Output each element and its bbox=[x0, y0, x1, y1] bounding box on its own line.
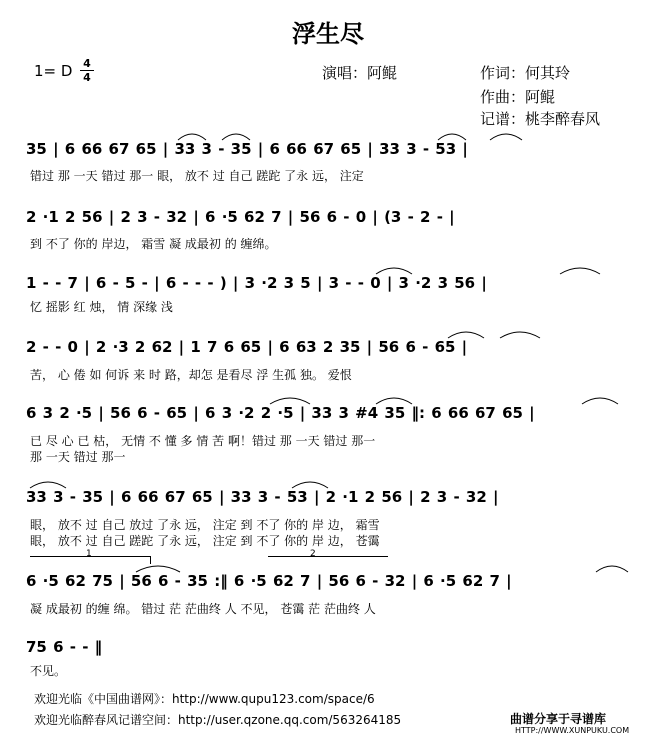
volta-first-number: 1 bbox=[86, 549, 92, 559]
time-signature-bottom: 4 bbox=[83, 71, 91, 84]
slur-mark bbox=[560, 268, 600, 274]
watermark-brand: 曲谱分享于寻谱库 bbox=[510, 712, 607, 726]
footer-line-1: 欢迎光临《中国曲谱网》：http://www.qupu123.com/space/6 bbox=[34, 692, 375, 706]
score-row-5-notes: 6 3 2 ·5 | 56 6 - 65 | 6 3 ·2 2 ·5 | 33 3 #4 35 ‖: 6 66 67 65 | bbox=[26, 404, 535, 422]
score-row-6-lyrics-verse-1: 眼， 放不 过 自己 放过 了永 远， 注定 到 不了 你的 岸 边， 霜雪 bbox=[30, 518, 380, 532]
score-row-5-lyrics-verse-1: 已 尽 心 已 枯， 无情 不 懂 多 情 苦 啊！错过 那 一天 错过 那一 bbox=[30, 434, 376, 448]
song-title: 浮生尽 bbox=[292, 20, 364, 48]
score-row-1-notes: 35 | 6 66 67 65 | 33 3 - 35 | 6 66 67 65 | 33 3 - 53 | bbox=[26, 140, 468, 158]
slur-mark bbox=[448, 332, 484, 338]
slur-mark bbox=[292, 482, 328, 488]
key-signature: 1= D bbox=[34, 62, 73, 80]
slur-mark bbox=[376, 398, 412, 404]
score-row-4-notes: 2 - - 0 | 2 ·3 2 62 | 1 7 6 65 | 6 63 2 35 | 56 6 - 65 | bbox=[26, 338, 468, 356]
slur-mark bbox=[596, 566, 628, 572]
composer-credit: 作曲：阿鲲 bbox=[480, 88, 556, 106]
footer-line-2: 欢迎光临醉春风记谱空间：http://user.qzone.qq.com/563264185 bbox=[34, 713, 402, 727]
score-row-8-lyrics: 不见。 bbox=[30, 664, 67, 678]
slur-mark bbox=[376, 268, 412, 274]
score-row-2-notes: 2 ·1 2 56 | 2 3 - 32 | 6 ·5 62 7 | 56 6 - 0 | (3 - 2 - | bbox=[26, 208, 455, 226]
slur-mark bbox=[270, 398, 310, 404]
score-row-6-notes: 33 3 - 35 | 6 66 67 65 | 33 3 - 53 | 2 ·1 2 56 | 2 3 - 32 | bbox=[26, 488, 499, 506]
slur-mark bbox=[438, 134, 466, 140]
slur-mark bbox=[178, 134, 206, 140]
slur-mark bbox=[222, 134, 250, 140]
lyricist-credit: 作词：何其玲 bbox=[480, 64, 571, 82]
score-row-1-lyrics: 错过 那 一天 错过 那一 眼， 放不 过 自己 蹉跎 了永 远， 注定 bbox=[30, 169, 364, 183]
slur-mark bbox=[30, 482, 66, 488]
score-row-6-lyrics-verse-2: 眼， 放不 过 自己 蹉跎 了永 远， 注定 到 不了 你的 岸 边， 苍霭 bbox=[30, 534, 380, 548]
score-row-8-notes: 75 6 - - ‖ bbox=[26, 638, 103, 656]
score-row-2-lyrics: 到 不了 你的 岸边， 霜雪 凝 成最初 的 缠绵。 bbox=[30, 237, 277, 251]
volta-second-number: 2 bbox=[310, 549, 316, 559]
score-row-3-lyrics: 忆 摇影 红 烛， 情 深缘 浅 bbox=[30, 300, 173, 314]
transcriber-credit: 记谱：桃李醉春风 bbox=[480, 110, 601, 128]
slur-mark bbox=[582, 398, 618, 404]
score-row-4-lyrics: 苦， 心 倦 如 何诉 来 时 路，却怎 是看尽 浮 生孤 独。 爱恨 bbox=[30, 368, 352, 382]
watermark-url: HTTP://WWW.XUNPUKU.COM bbox=[515, 726, 630, 735]
score-row-7-lyrics: 凝 成最初 的缠 绵。 错过 茫 茫曲终 人 不见， 苍霭 茫 茫曲终 人 bbox=[30, 602, 376, 616]
score-row-5-lyrics-verse-2: 那 一天 错过 那一 bbox=[30, 450, 126, 464]
slur-mark bbox=[136, 566, 180, 572]
time-signature-top: 4 bbox=[83, 57, 91, 70]
slur-mark bbox=[490, 134, 522, 140]
score-row-3-notes: 1 - - 7 | 6 - 5 - | 6 - - - ) | 3 ·2 3 5 | 3 - - 0 | 3 ·2 3 56 | bbox=[26, 274, 487, 292]
score-row-7-notes: 6 ·5 62 75 | 56 6 - 35 :‖ 6 ·5 62 7 | 56 6 - 32 | 6 ·5 62 7 | bbox=[26, 572, 512, 590]
singer-credit: 演唱：阿鲲 bbox=[322, 64, 398, 82]
slur-mark bbox=[500, 332, 540, 338]
